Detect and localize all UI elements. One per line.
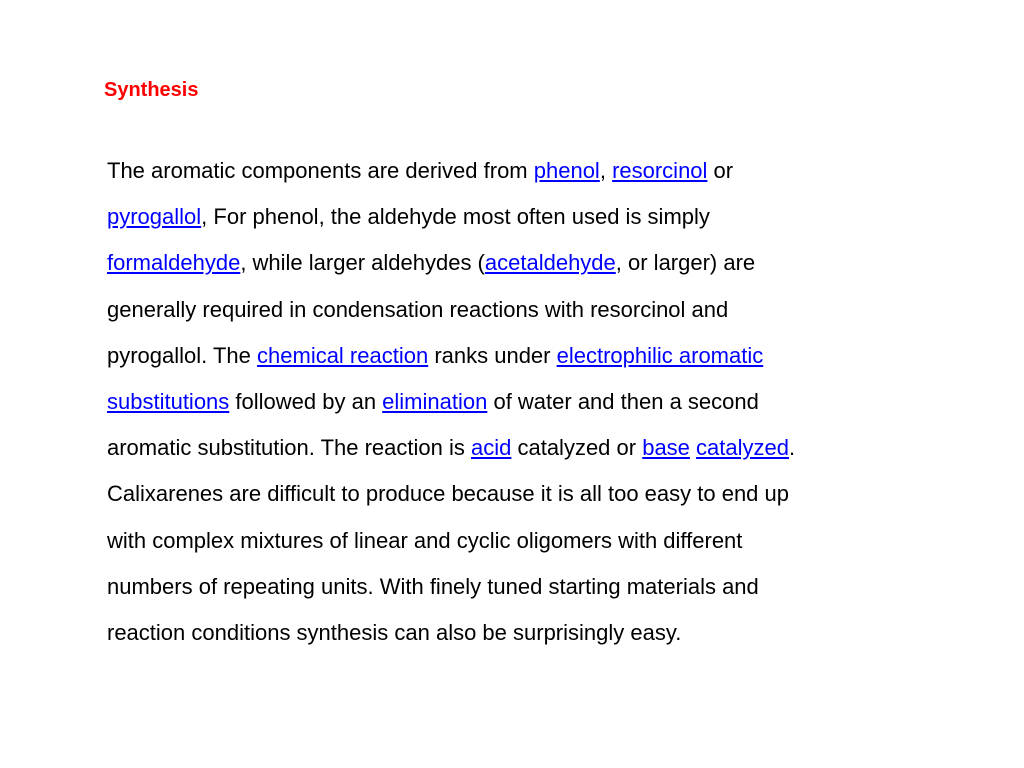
text-run: . — [789, 435, 796, 461]
text-run: aromatic substitution. The reaction is — [107, 435, 471, 461]
text-run: pyrogallol. The — [107, 342, 258, 368]
body-paragraph — [107, 148, 927, 656]
text-run: catalyzed or — [511, 435, 643, 461]
text-run: , or larger) are — [615, 250, 756, 276]
text-run: , while larger aldehydes ( — [240, 250, 485, 276]
text-line — [107, 148, 927, 194]
text-line — [107, 518, 927, 564]
link-acid[interactable]: acid — [471, 435, 512, 461]
link-phenol[interactable]: phenol — [533, 158, 600, 183]
text-run: followed by an — [229, 389, 383, 415]
link-elimination[interactable]: elimination — [382, 389, 488, 415]
link-substitutions[interactable]: substitutions — [107, 389, 230, 415]
text-run: Calixarenes are difficult to produce because it is all too easy to end up — [107, 481, 789, 507]
text-run: , For phenol, the aldehyde most often used is simply — [201, 204, 710, 230]
link-chemical-reaction[interactable]: chemical reaction — [257, 342, 429, 368]
link-pyrogallol[interactable]: pyrogallol — [107, 204, 202, 230]
text-run: of water and then a second — [487, 389, 759, 415]
text-line — [107, 194, 927, 240]
link-electrophilic-aromatic[interactable]: electrophilic aromatic — [556, 342, 764, 368]
text-line — [107, 333, 927, 379]
text-line — [107, 425, 927, 471]
slide-heading: Synthesis — [104, 79, 199, 101]
link-base[interactable]: base — [642, 435, 690, 461]
text-line — [107, 471, 927, 517]
link-acetaldehyde[interactable]: acetaldehyde — [484, 250, 616, 276]
text-line — [107, 564, 927, 610]
text-line — [107, 379, 927, 425]
text-run: generally required in condensation reactions with resorcinol and — [107, 296, 729, 322]
text-run: or — [707, 158, 734, 183]
link-resorcinol[interactable]: resorcinol — [612, 158, 708, 183]
text-run: The aromatic components are derived from — [107, 158, 534, 183]
text-run: ranks under — [428, 342, 557, 368]
text-run: with complex mixtures of linear and cyclic oligomers with different — [107, 527, 743, 553]
text-run: reaction conditions synthesis can also be surprisingly easy. — [107, 620, 682, 646]
text-run: , — [599, 158, 613, 183]
text-line — [107, 610, 927, 656]
text-line — [107, 287, 927, 333]
text-line — [107, 240, 927, 286]
link-catalyzed[interactable]: catalyzed — [696, 435, 789, 461]
link-formaldehyde[interactable]: formaldehyde — [107, 250, 241, 276]
text-run: numbers of repeating units. With finely tuned starting materials and — [107, 573, 759, 599]
